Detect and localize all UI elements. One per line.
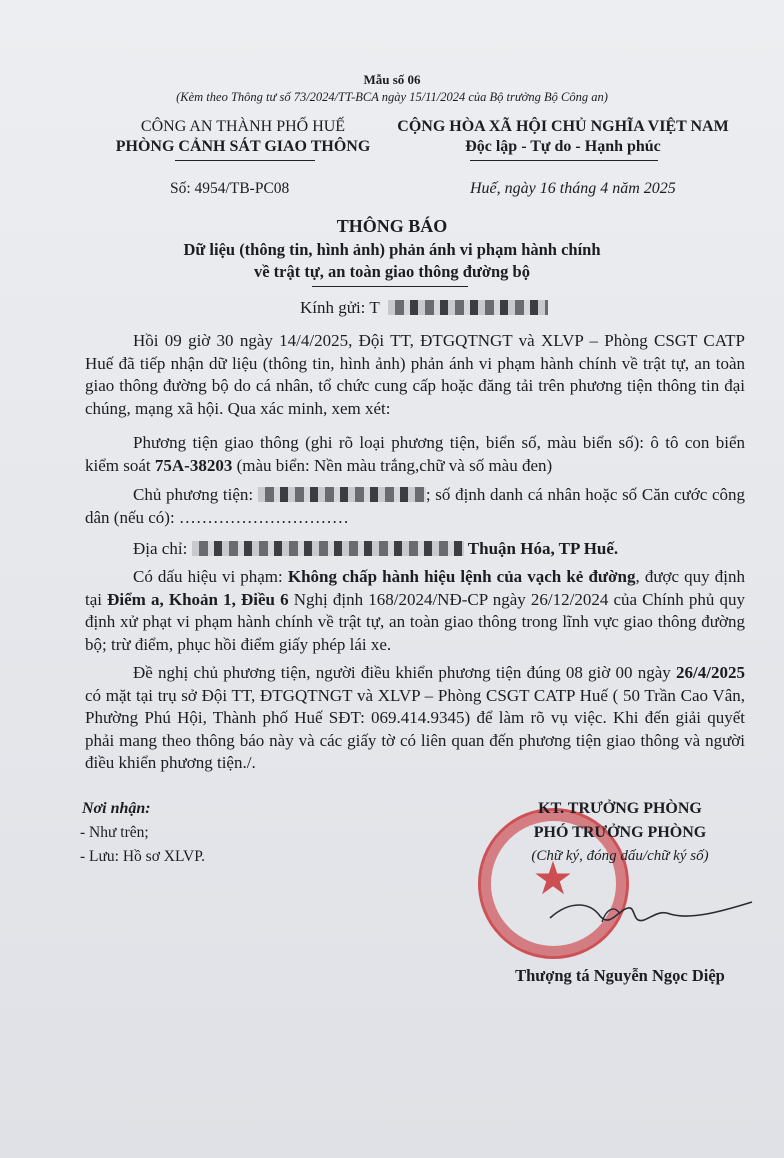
request-intro: Đề nghị chủ phương tiện, người điều khiển phương tiện đúng 08 giờ 00 ngày: [133, 663, 677, 682]
license-plate: 75A-38203: [154, 455, 233, 475]
redacted-owner: [258, 487, 426, 502]
nation-line1: CỘNG HÒA XÃ HỘI CHỦ NGHĨA VIỆT NAM: [397, 118, 729, 135]
form-number: Mẫu số 06: [363, 72, 421, 87]
doc-subtitle-1: Dữ liệu (thông tin, hình ảnh) phản ánh vi phạm hành chính: [183, 240, 601, 259]
request-date: 26/4/2025: [676, 663, 745, 682]
org-line2: PHÒNG CẢNH SÁT GIAO THÔNG: [115, 138, 371, 155]
paragraph-vehicle: [85, 432, 745, 477]
signer-name: Thượng tá Nguyễn Ngọc Diệp: [515, 966, 725, 985]
title-underline: [312, 286, 468, 287]
stamp-star-icon: ★: [532, 853, 574, 904]
violation-intro: Có dấu hiệu vi phạm:: [133, 567, 288, 586]
recipients-item-2: - Lưu: Hồ sơ XLVP.: [80, 848, 205, 865]
request-rest: có mặt tại trụ sở Đội TT, ĐTGQTNGT và XLVP – Phòng CSGT CATP Huế ( 50 Trần Cao Vân, Phường Phú Hội, Thành phố Huế SĐT: 069.414.9345) để làm rõ vụ việc. Khi đến giải quyết phải mang theo thông báo này và các giấy tờ có liên quan đến phương tiện giao thông và người điều khiển phương tiện./.: [85, 685, 745, 772]
org-line1: CÔNG AN THÀNH PHỐ HUẾ: [140, 118, 346, 135]
nation-underline: [470, 160, 658, 161]
date-place: Huế, ngày 16 tháng 4 năm 2025: [470, 180, 676, 197]
paragraph-violation: [85, 566, 745, 656]
doc-number: Số: 4954/TB-PC08: [170, 180, 290, 197]
handwritten-signature-icon: [540, 880, 760, 940]
doc-subtitle-2: về trật tự, an toàn giao thông đường bộ: [253, 262, 530, 281]
address-label: Địa chỉ:: [133, 539, 192, 558]
owner-tail: ; số định danh cá nhân hoặc số Căn cước công dân (nếu có): …………………………: [85, 485, 745, 527]
address-tail: Thuận Hóa, TP Huế.: [467, 539, 619, 558]
violation-mid: , được quy định tại: [85, 567, 745, 609]
paragraph-owner: [85, 484, 745, 529]
signature-line-2: PHÓ TRƯỞNG PHÒNG: [533, 824, 707, 841]
recipients-item-1: - Như trên;: [80, 824, 149, 841]
violation-article: Điểm a, Khoản 1, Điều 6: [107, 589, 289, 609]
redacted-address: [192, 541, 464, 556]
signature-line-1: KT. TRƯỞNG PHÒNG: [538, 800, 702, 817]
paragraph-request: [85, 662, 745, 774]
signature-note: (Chữ ký, đóng dấu/chữ ký số): [531, 848, 709, 864]
paragraph-address: [85, 538, 745, 560]
form-reference: (Kèm theo Thông tư số 73/2024/TT-BCA ngày 15/11/2024 của Bộ trưởng Bộ Công an): [176, 90, 608, 104]
violation-desc: Không chấp hành hiệu lệnh của vạch kẻ đường: [287, 567, 636, 586]
doc-title: THÔNG BÁO: [336, 216, 448, 236]
org-underline: [175, 160, 315, 161]
recipient-line: [300, 298, 548, 318]
redacted-recipient: [388, 300, 548, 315]
recipient-label: Kính gửi: T: [300, 298, 380, 317]
violation-rest: Nghị định 168/2024/NĐ-CP ngày 26/12/2024 của Chính phủ quy định xử phạt vi phạm hành chính về trật tự, an toàn giao thông trong lĩnh vực giao thông đường bộ; trừ điểm, phục hồi điểm giấy phép lái xe.: [85, 589, 745, 654]
paragraph-intake: Hồi 09 giờ 30 ngày 14/4/2025, Đội TT, ĐTGQTNGT và XLVP – Phòng CSGT CATP Huế đã tiếp nhận dữ liệu (thông tin, hình ảnh) phản ánh vi phạm hành chính về trật tự, an toàn giao thông đường bộ do cá nhân, tổ chức cung cấp hoặc đăng tải trên phương tiện thông tin đại chúng, mạng xã hội. Qua xác minh, xem xét:: [85, 331, 745, 418]
plate-color: (màu biển: Nền màu trắng,chữ và số màu đen): [232, 455, 553, 475]
recipients-label: Nơi nhận:: [82, 800, 151, 817]
nation-line2: Độc lập - Tự do - Hạnh phúc: [465, 138, 661, 155]
vehicle-intro: Phương tiện giao thông (ghi rõ loại phương tiện, biển số, màu biển số): ô tô con biển kiểm soát: [85, 433, 745, 475]
owner-label: Chủ phương tiện:: [133, 485, 258, 504]
